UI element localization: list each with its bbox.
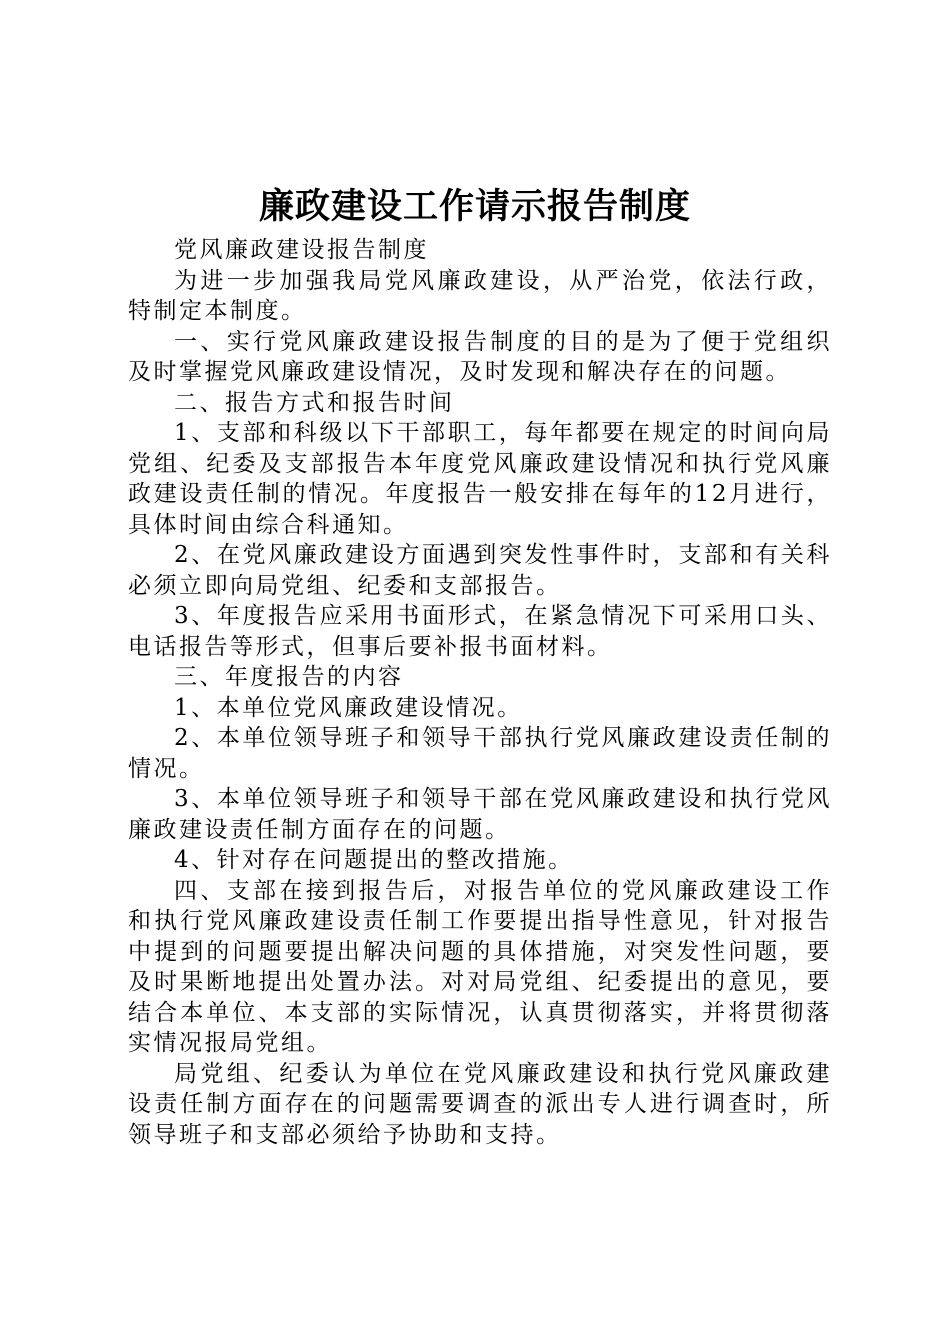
paragraph-subtitle: 党风廉政建设报告制度 xyxy=(174,237,429,263)
paragraph-section-2-heading: 二、报告方式和报告时间 xyxy=(174,389,455,416)
document-title: 廉政建设工作请示报告制度 xyxy=(258,187,691,227)
paragraph-section-2-item-3: 3、年度报告应采用书面形式，在紧急情况下可采用口头、电话报告等形式，但事后要补报书面材料。 xyxy=(128,603,832,660)
paragraph-section-2-item-1: 1、支部和科级以下干部职工，每年都要在规定的时间向局党组、纪委及支部报告本年度党风廉政建设情况和执行党风廉政建设责任制的情况。年度报告一般安排在每年的12月进行，具体时间由综合科通知。 xyxy=(128,420,832,538)
paragraph-section-2-item-2: 2、在党风廉政建设方面遇到突发性事件时，支部和有关科必须立即向局党组、纪委和支部报告。 xyxy=(128,542,832,599)
paragraph-intro: 为进一步加强我局党风廉政建设，从严治党，依法行政，特制定本制度。 xyxy=(128,267,832,324)
paragraph-section-3-item-4: 4、针对存在问题提出的整改措施。 xyxy=(174,847,574,873)
paragraph-section-1: 一、实行党风廉政建设报告制度的目的是为了便于党组织及时掌握党风廉政建设情况，及时发现和解决存在的问题。 xyxy=(128,328,832,385)
paragraph-closing: 局党组、纪委认为单位在党风廉政建设和执行党风廉政建设责任制方面存在的问题需要调查的派出专人进行调查时，所领导班子和支部必须给予协助和支持。 xyxy=(128,1060,832,1148)
paragraph-section-3-item-2: 2、本单位领导班子和领导干部执行党风廉政建设责任制的情况。 xyxy=(128,725,832,782)
document-body xyxy=(128,235,832,1150)
paragraph-section-3-heading: 三、年度报告的内容 xyxy=(174,664,404,690)
paragraph-section-3-item-3: 3、本单位领导班子和领导干部在党风廉政建设和执行党风廉政建设责任制方面存在的问题。 xyxy=(128,786,832,843)
paragraph-section-3-item-1: 1、本单位党风廉政建设情况。 xyxy=(174,694,523,721)
paragraph-section-4: 四、支部在接到报告后，对报告单位的党风廉政建设工作和执行党风廉政建设责任制工作要提出指导性意见，针对报告中提到的问题要提出解决问题的具体措施，对突发性问题，要及时果断地提出处置办法。对对局党组、纪委提出的意见，要结合本单位、本支部的实际情况，认真贯彻落实，并将贯彻落实情况报局党组。 xyxy=(128,877,832,1056)
